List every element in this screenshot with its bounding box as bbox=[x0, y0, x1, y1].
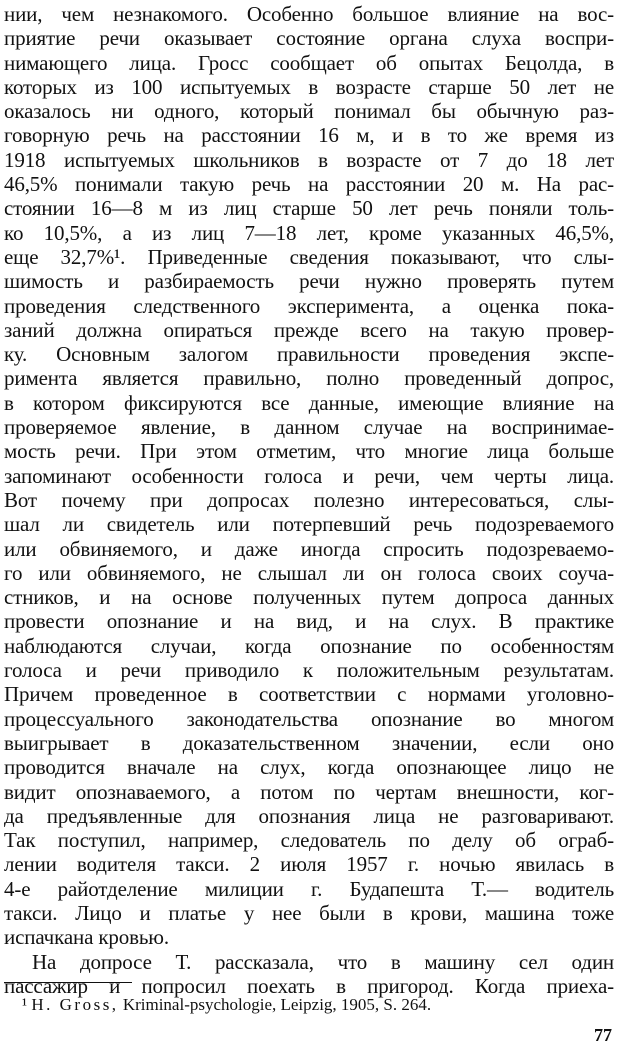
footnote bbox=[22, 995, 431, 1015]
text-line: провести опознание и на вид, и на слух. В практике bbox=[4, 609, 614, 634]
text-line: наблюдаются случаи, когда опознание по особенностям bbox=[4, 633, 614, 658]
text-line: шимость и разбираемость речи нужно проверять путем bbox=[4, 269, 614, 294]
text-line: нии, чем незнакомого. Особенно большое влияние на вос- bbox=[4, 2, 614, 26]
text-line: испачкана кровью. bbox=[4, 925, 169, 950]
text-line: ку. Основным залогом правильности проведения экспе- bbox=[4, 342, 614, 367]
text-line: в котором фиксируются все данные, имеющие влияние на bbox=[4, 390, 614, 415]
text-line: стников, и на основе полученных путем допроса данных bbox=[4, 585, 614, 610]
page-number: 77 bbox=[594, 1025, 612, 1045]
text-line: стоянии 16—8 м из лиц старше 50 лет речь поняли толь- bbox=[4, 196, 614, 221]
text-line: 1918 испытуемых школьников в возрасте от 7 до 18 лет bbox=[4, 147, 614, 172]
text-line: римента является правильно, полно проведенный допрос, bbox=[4, 366, 614, 391]
text-line: голоса и речи приводило к положительным результатам. bbox=[4, 658, 614, 683]
text-line: Причем проведенное в соответствии с нормами уголовно- bbox=[4, 682, 614, 707]
text-line: го или обвиняемого, не слышал ли он голоса своих соуча- bbox=[4, 560, 614, 585]
text-line: запоминают особенности голоса и речи, чем черты лица. bbox=[4, 463, 614, 488]
text-line: 4-е райотделение милиции г. Будапешта Т.— водитель bbox=[4, 876, 614, 901]
text-line: заний должна опираться прежде всего на такую провер- bbox=[4, 317, 614, 342]
text-line: пассажир и попросил поехать в пригород. Когда приеха- bbox=[4, 973, 614, 998]
text-line: нимающего лица. Гросс сообщает об опытах Бецолда, в bbox=[4, 50, 614, 75]
footnote-rule bbox=[4, 982, 132, 983]
text-line: выигрывает в доказательственном значении, если оно bbox=[4, 730, 614, 755]
text-line: или обвиняемого, и даже иногда спросить подозреваемо- bbox=[4, 536, 614, 561]
text-line: Вот почему при допросах полезно интересоваться, слы- bbox=[4, 487, 614, 512]
text-line: шал ли свидетель или потерпевший речь подозреваемого bbox=[4, 512, 614, 537]
text-line: говорную речь на расстоянии 16 м, и в то же время из bbox=[4, 123, 614, 148]
text-line: проверяемое явление, в данном случае на воспринимае- bbox=[4, 415, 614, 440]
footnote-marker: ¹ bbox=[22, 995, 28, 1014]
text-line: видит опознаваемого, а потом по чертам внешности, ког- bbox=[4, 779, 614, 804]
footnote-author: H. Gross, bbox=[31, 995, 119, 1014]
text-line: Так поступил, например, следователь по делу об ограб- bbox=[4, 828, 614, 853]
footnote-citation: Kriminal-psychologie, Leipzig, 1905, S. 264. bbox=[118, 995, 432, 1014]
text-line: такси. Лицо и платье у нее были в крови, машина тоже bbox=[4, 900, 614, 925]
text-line: которых из 100 испытуемых в возрасте старше 50 лет не bbox=[4, 74, 614, 99]
text-line: еще 32,7%¹. Приведенные сведения показывают, что слы- bbox=[4, 244, 614, 269]
text-line: приятие речи оказывает состояние органа слуха воспри- bbox=[4, 26, 614, 51]
text-line: лении водителя такси. 2 июля 1957 г. ночью явилась в bbox=[4, 852, 614, 877]
text-line: да предъявленные для опознания лица не разговаривают. bbox=[4, 803, 614, 828]
text-line: мость речи. При этом отметим, что многие лица больше bbox=[4, 439, 614, 464]
text-line: ко 10,5%, а из лиц 7—18 лет, кроме указанных 46,5%, bbox=[4, 220, 614, 245]
text-line: На допросе Т. рассказала, что в машину сел один bbox=[32, 949, 614, 974]
text-line: оказалось ни одного, который понимал бы обычную раз- bbox=[4, 99, 614, 124]
text-line: процессуального законодательства опознание во многом bbox=[4, 706, 614, 731]
text-line: проведения следственного эксперимента, а оценка пока- bbox=[4, 293, 614, 318]
body-text bbox=[4, 2, 614, 998]
text-line: проводится вначале на слух, когда опознающее лицо не bbox=[4, 755, 614, 780]
text-line: 46,5% понимали такую речь на расстоянии 20 м. На рас- bbox=[4, 172, 614, 197]
